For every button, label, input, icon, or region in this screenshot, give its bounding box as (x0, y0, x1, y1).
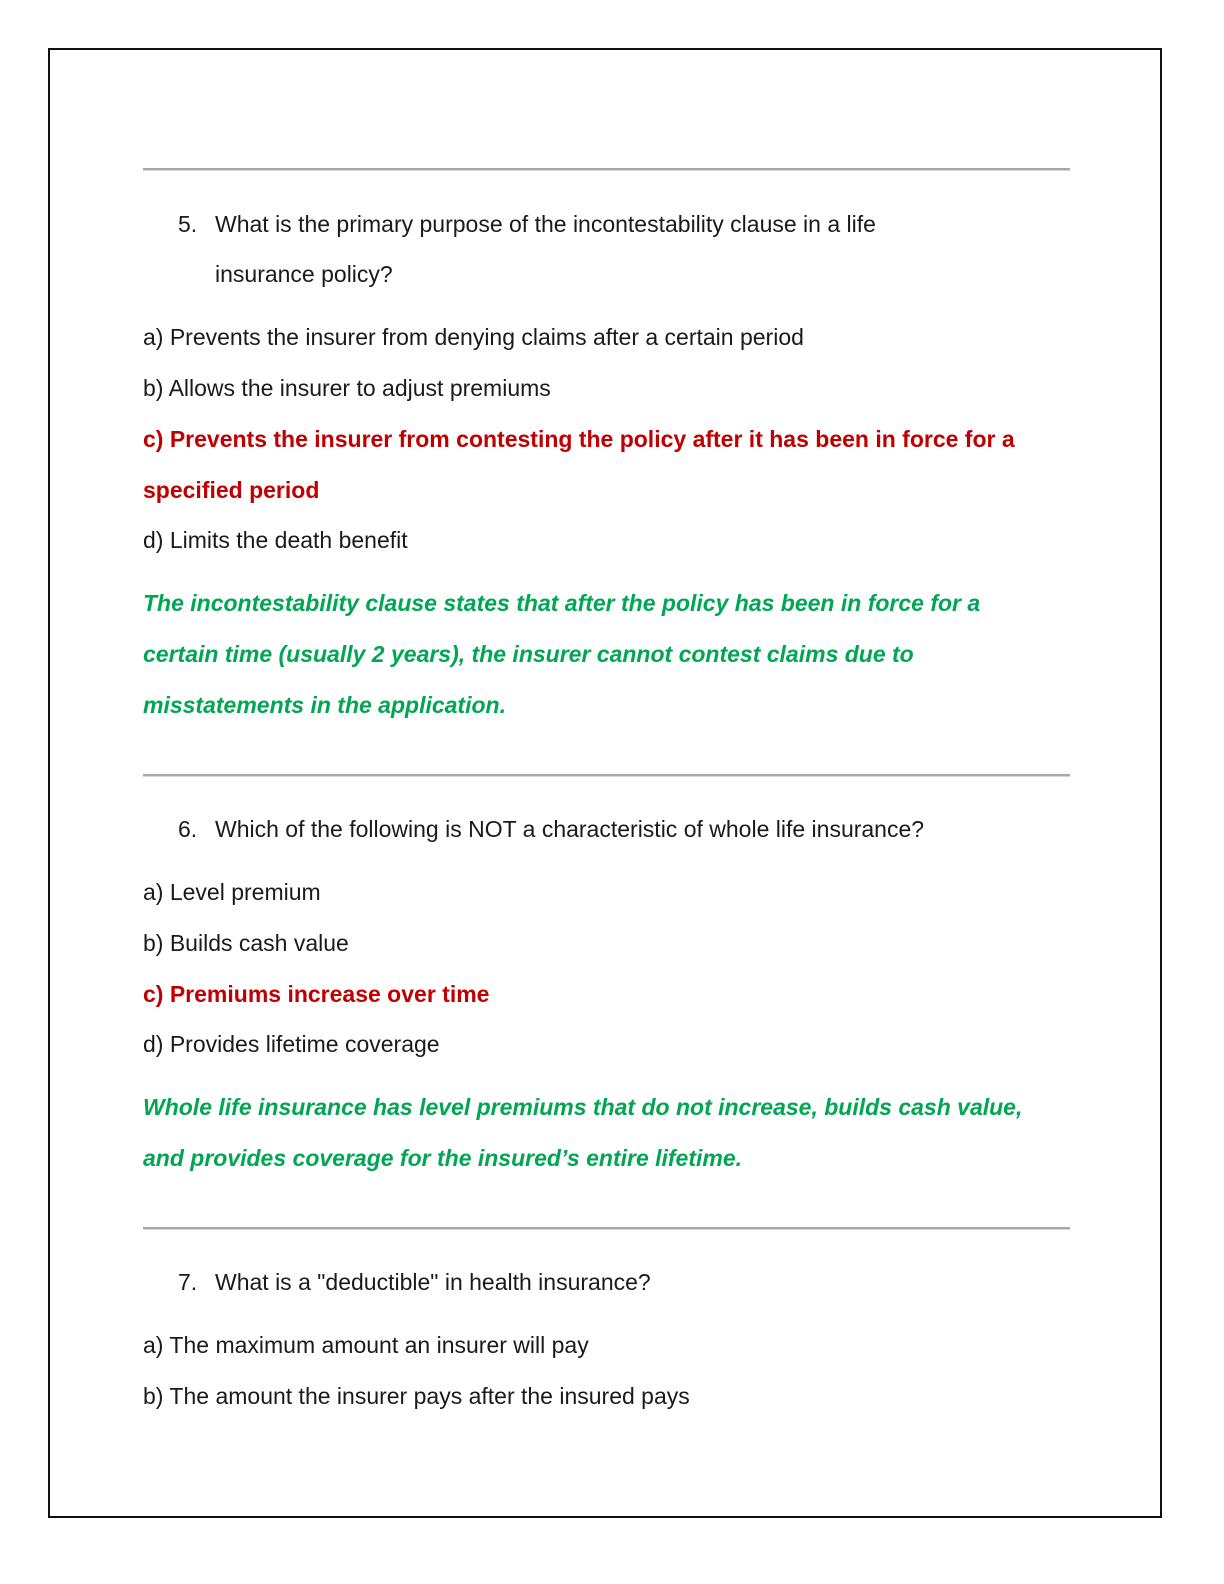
q6-option-a: a) Level premium (143, 879, 321, 905)
question-5-text-line-1: What is the primary purpose of the incontestability clause in a life (215, 211, 876, 237)
q5-option-c-line-1: c) Prevents the insurer from contesting the policy after it has been in force for a (143, 426, 1015, 452)
q6-explanation-line-2: and provides coverage for the insured’s entire lifetime. (143, 1145, 743, 1171)
question-7-text: What is a "deductible" in health insurance? (215, 1269, 651, 1295)
divider-q5 (143, 168, 1070, 170)
q6-option-c: c) Premiums increase over time (143, 981, 490, 1007)
question-5-text-line-2: insurance policy? (215, 261, 393, 287)
q7-option-a: a) The maximum amount an insurer will pay (143, 1332, 589, 1358)
q5-option-b: b) Allows the insurer to adjust premiums (143, 375, 551, 401)
question-5-number: 5. (178, 211, 198, 237)
question-6-text: Which of the following is NOT a characteristic of whole life insurance? (215, 816, 925, 842)
question-7-number: 7. (178, 1269, 198, 1295)
question-6-number: 6. (178, 816, 198, 842)
q5-option-c-line-2: specified period (143, 477, 320, 503)
q5-explanation-line-3: misstatements in the application. (143, 692, 506, 718)
divider-q6 (143, 774, 1070, 776)
q5-explanation-line-2: certain time (usually 2 years), the insurer cannot contest claims due to (143, 641, 914, 667)
q6-explanation-line-1: Whole life insurance has level premiums that do not increase, builds cash value, (143, 1094, 1023, 1120)
q6-option-d: d) Provides lifetime coverage (143, 1031, 440, 1057)
q6-option-b: b) Builds cash value (143, 930, 349, 956)
divider-q7 (143, 1227, 1070, 1229)
q5-option-d: d) Limits the death benefit (143, 527, 408, 553)
q5-explanation-line-1: The incontestability clause states that after the policy has been in force for a (143, 590, 981, 616)
q5-option-a: a) Prevents the insurer from denying claims after a certain period (143, 324, 804, 350)
q7-option-b: b) The amount the insurer pays after the insured pays (143, 1383, 690, 1409)
